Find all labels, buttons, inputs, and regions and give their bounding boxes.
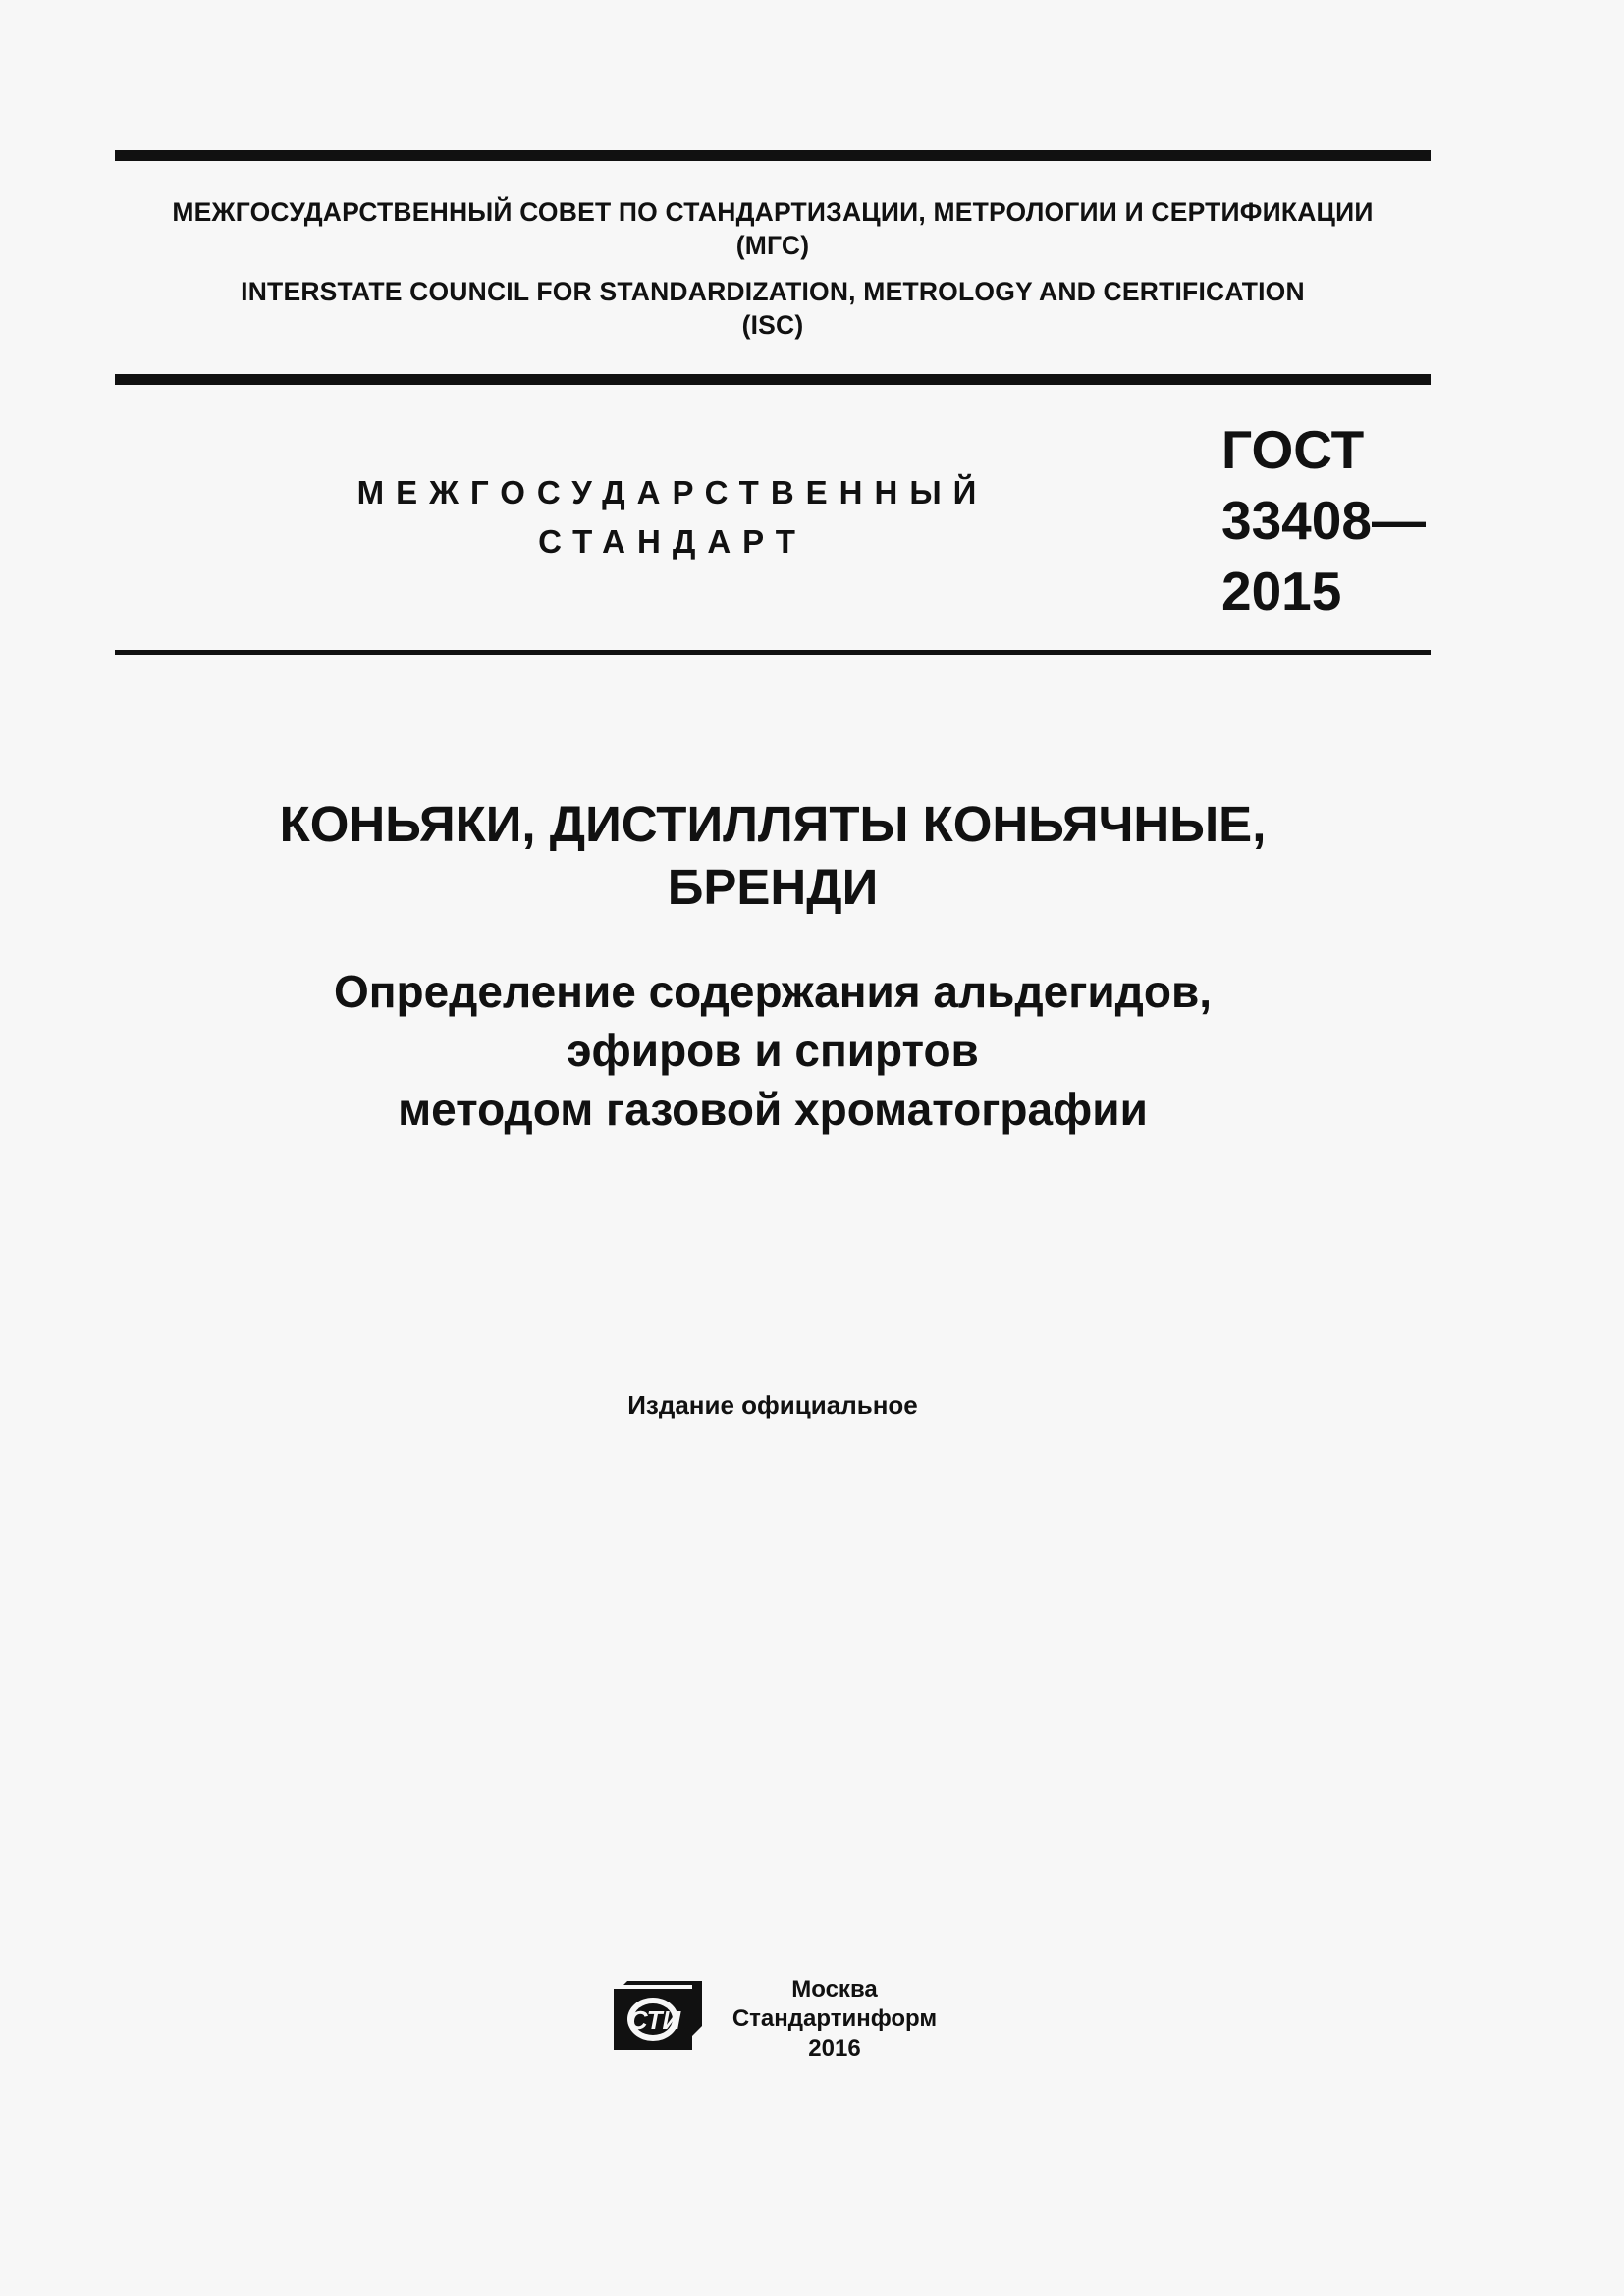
publisher-block [717, 1975, 952, 2063]
lower-divider [115, 650, 1431, 655]
document-title-line2: БРЕНДИ [667, 859, 879, 915]
publisher-city: Москва [791, 1976, 878, 2002]
standard-code [1221, 414, 1426, 626]
council-name-en [115, 275, 1431, 342]
standard-code-year: 2015 [1221, 561, 1342, 621]
standard-kind-line2: СТАНДАРТ [538, 523, 807, 560]
standartinform-logo-icon [612, 1979, 704, 2054]
standard-kind-line1: МЕЖГОСУДАРСТВЕННЫЙ [356, 474, 989, 510]
standard-kind [275, 468, 1070, 566]
middle-divider [115, 374, 1431, 385]
edition-note: Издание официальное [627, 1390, 918, 1419]
document-subtitle-line1: Определение содержания альдегидов, [333, 966, 1213, 1017]
council-name-en-line1: INTERSTATE COUNCIL FOR STANDARDIZATION, METROLOGY AND CERTIFICATION [241, 277, 1305, 306]
publisher-name: Стандартинформ [731, 2005, 938, 2032]
top-divider [115, 150, 1431, 161]
standard-code-number: 33408— [1221, 490, 1426, 551]
document-title [115, 793, 1431, 919]
publisher-year: 2016 [808, 2035, 861, 2061]
document-subtitle-line3: методом газовой хроматографии [398, 1084, 1148, 1135]
document-title-line1: КОНЬЯКИ, ДИСТИЛЛЯТЫ КОНЬЯЧНЫЕ, [279, 796, 1267, 852]
council-abbrev-ru: (МГС) [735, 231, 810, 260]
standard-code-prefix: ГОСТ [1221, 419, 1365, 480]
council-abbrev-en: (ISC) [741, 310, 804, 340]
council-name-ru [115, 195, 1431, 262]
council-name-ru-line1: МЕЖГОСУДАРСТВЕННЫЙ СОВЕТ ПО СТАНДАРТИЗАЦИИ, МЕТРОЛОГИИ И СЕРТИФИКАЦИИ [172, 197, 1374, 227]
logo-text: СТИ [628, 2005, 681, 2035]
document-subtitle [115, 962, 1431, 1139]
document-subtitle-line2: эфиров и спиртов [567, 1025, 979, 1076]
